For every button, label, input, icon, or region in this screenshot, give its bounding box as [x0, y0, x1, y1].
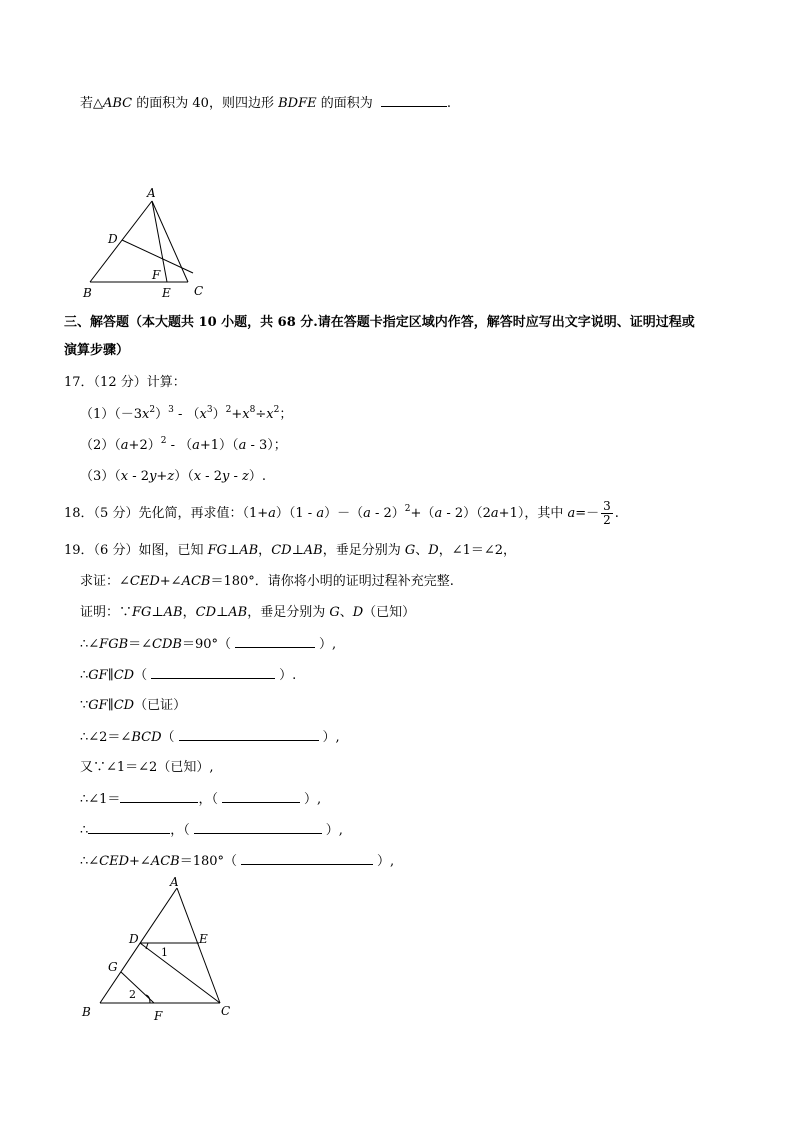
- label-d: D: [129, 932, 139, 946]
- q19-head: 19．（6 分）如图，已知 FG⊥AB，CD⊥AB，垂足分别为 G、D，∠1＝∠2，: [64, 543, 517, 558]
- label-f: F: [152, 268, 161, 282]
- triangle-figure-1: [75, 182, 215, 302]
- label-c: C: [194, 284, 204, 298]
- section-heading-2: 演算步骤）: [64, 343, 130, 358]
- answer-blank[interactable]: [194, 821, 322, 834]
- angle-2-label: 2: [129, 988, 136, 1001]
- q17-item-1: $(1)(-3x^2)^3 - (x^3)^2+x^8\div x^2$；: [80, 405, 293, 422]
- label-b: B: [82, 1005, 91, 1019]
- q16-text: 若△ABC 的面积为 40，则四边形 BDFE 的面积为 .: [80, 96, 451, 111]
- label-a: A: [170, 875, 179, 889]
- answer-blank[interactable]: [120, 790, 198, 803]
- answer-blank[interactable]: [222, 790, 300, 803]
- proof-line-2: ∴∠FGB＝∠CDB＝90°（ ）,: [80, 637, 337, 652]
- answer-blank[interactable]: [235, 635, 315, 648]
- label-c: C: [221, 1004, 231, 1018]
- label-e: E: [162, 286, 171, 300]
- q17-item-3: （3）（x - 2y+z）（x - 2y - z）.: [80, 469, 267, 484]
- section-heading: 三、解答题（本大题共 10 小题，共 68 分.请在答题卡指定区域内作答，解答时应写出文字说明、证明过程或: [64, 315, 695, 330]
- q19-prove: 求证：∠CED+∠ACB＝180°．请你将小明的证明过程补充完整.: [80, 574, 454, 589]
- angle-1-label: 1: [161, 946, 168, 959]
- q17-head: 17．（12 分）计算：: [64, 375, 186, 390]
- fraction: $\frac{3}{2}$: [603, 499, 611, 527]
- proof-line-7: ∴∠1＝ ，（ ）,: [80, 792, 322, 807]
- answer-blank[interactable]: [151, 666, 275, 679]
- proof-line-4: ∵GF∥CD（已证）: [80, 698, 187, 713]
- proof-line-6: 又∵∠1＝∠2（已知）,: [80, 760, 214, 775]
- proof-line-9: ∴∠CED+∠ACB＝180°（ ）,: [80, 854, 395, 869]
- answer-blank[interactable]: [179, 728, 319, 741]
- label-d: D: [108, 232, 118, 246]
- answer-blank[interactable]: [381, 94, 447, 107]
- proof-line-8: ∴ ，（ ）,: [80, 823, 343, 838]
- triangle-figure-2: [78, 874, 248, 1024]
- proof-line-1: 证明：∵FG⊥AB，CD⊥AB，垂足分别为 G、D（已知）: [80, 605, 416, 620]
- label-e: E: [199, 932, 208, 946]
- label-f: F: [154, 1009, 163, 1023]
- answer-blank[interactable]: [241, 852, 373, 865]
- q17-item-2: $(2)(a+2)^2 - (a+1)(a - 3)$；: [80, 436, 287, 453]
- label-g: G: [108, 960, 118, 974]
- label-a: A: [147, 186, 156, 200]
- proof-line-5: ∴∠2＝∠BCD（ ）,: [80, 730, 340, 745]
- label-b: B: [83, 286, 92, 300]
- proof-line-3: ∴GF∥CD（ ）.: [80, 668, 297, 683]
- q18-text: 18．（5 分）先化简，再求值：（1+a）（1 - a）－（a - 2）$^2$+（a - 2）（2a+1），其中 a=－ $\frac{3}{2}$ .: [64, 499, 619, 527]
- answer-blank[interactable]: [88, 821, 170, 834]
